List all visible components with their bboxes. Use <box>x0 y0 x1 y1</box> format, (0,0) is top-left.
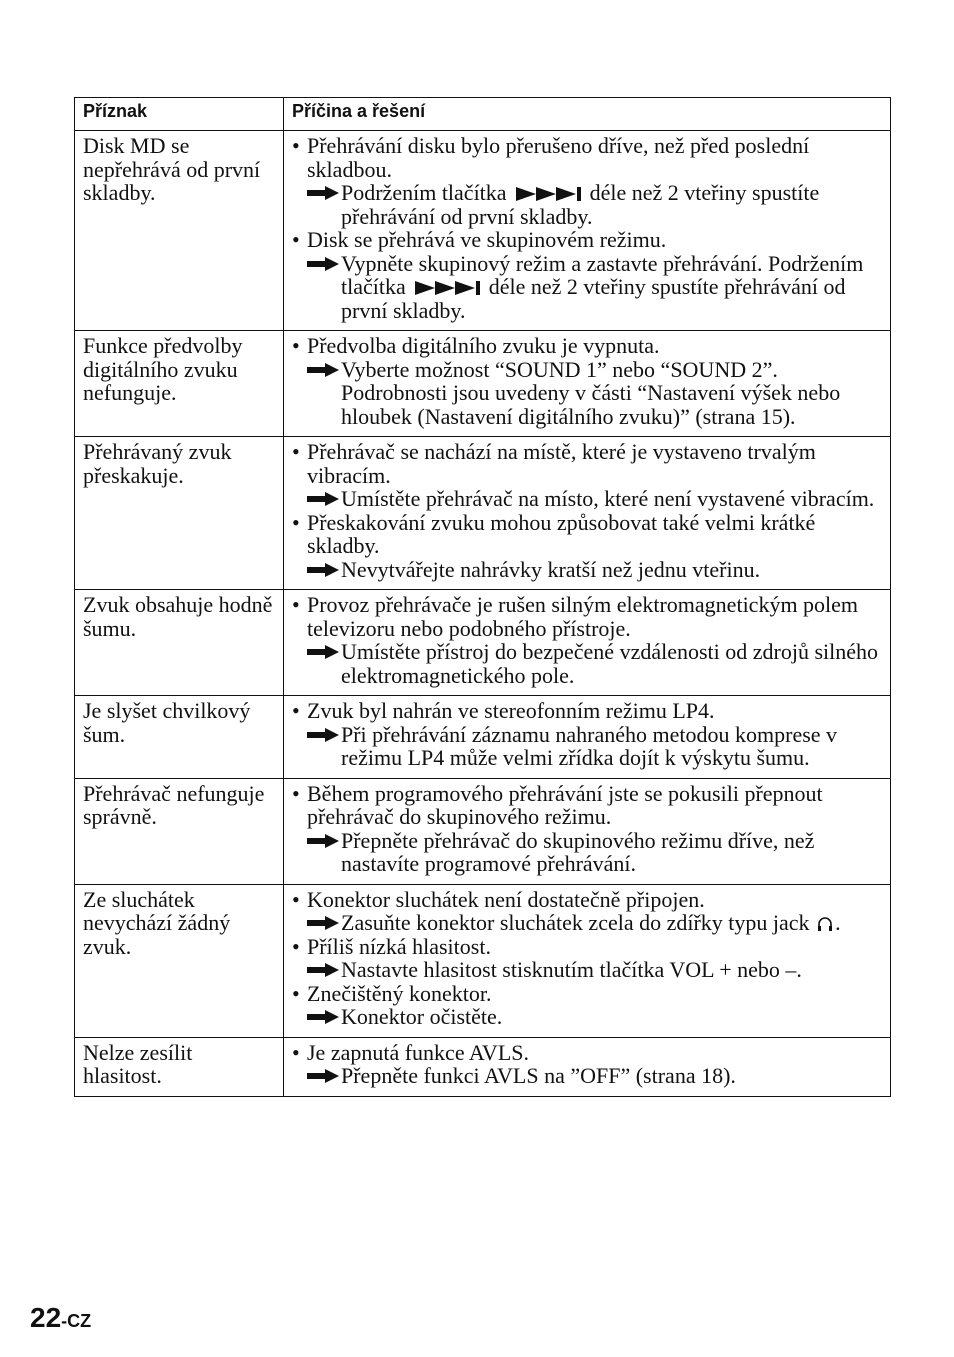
solution-item <box>292 640 882 687</box>
cause-item <box>292 1041 882 1065</box>
cause-item <box>292 228 882 252</box>
solution-item <box>292 1064 882 1088</box>
column-header-cause-solution: Příčina a řešení <box>284 98 891 131</box>
symptom-cell: Nelze zesílit hlasitost. <box>75 1037 284 1096</box>
cause-text: Přehrávač se nachází na místě, které je vystaveno trvalým vibracím. <box>307 439 816 488</box>
solution-item <box>292 358 882 429</box>
cause-item <box>292 782 882 829</box>
table-row <box>75 696 891 779</box>
column-header-symptom: Příznak <box>75 98 284 131</box>
arrow-right-icon <box>307 834 339 848</box>
cause-text: Zvuk byl nahrán ve stereofonním režimu LP4. <box>307 698 715 723</box>
arrow-right-icon <box>307 257 339 271</box>
cause-solution-cell <box>284 590 891 696</box>
cause-item <box>292 699 882 723</box>
solution-text: . <box>835 910 841 935</box>
cause-item <box>292 134 882 181</box>
cause-solution-cell <box>284 131 891 331</box>
arrow-right-icon <box>307 963 339 977</box>
arrow-right-icon <box>307 645 339 659</box>
symptom-cell: Je slyšet chvilkový šum. <box>75 696 284 779</box>
table-row <box>75 778 891 884</box>
cause-item <box>292 593 882 640</box>
bullet-icon: • <box>292 227 300 252</box>
cause-text: Přeskakování zvuku mohou způsobovat také velmi krátké skladby. <box>307 509 816 558</box>
symptom-cell: Zvuk obsahuje hodně šumu. <box>75 590 284 696</box>
table-row <box>75 331 891 437</box>
cause-item <box>292 440 882 487</box>
cause-item <box>292 334 882 358</box>
bullet-icon: • <box>292 333 300 358</box>
cause-item <box>292 982 882 1006</box>
cause-solution-cell <box>284 331 891 437</box>
solution-text: Umístěte přístroj do bezpečené vzdálenosti od zdrojů silného elektromagnetického pole. <box>341 639 879 688</box>
solution-item <box>292 723 882 770</box>
symptom-cell: Ze sluchátek nevychází žádný zvuk. <box>75 884 284 1037</box>
headphones-icon <box>816 915 834 933</box>
solution-text: Při přehrávání záznamu nahraného metodou komprese v režimu LP4 může velmi zřídka dojít k výskytu šumu. <box>341 721 838 770</box>
solution-item <box>292 487 882 511</box>
solution-item <box>292 829 882 876</box>
cause-text: Znečištěný konektor. <box>307 980 492 1006</box>
arrow-right-icon <box>307 916 339 930</box>
bullet-icon: • <box>292 933 300 959</box>
cause-text: Předvolba digitálního zvuku je vypnuta. <box>307 333 660 358</box>
arrow-right-icon <box>307 186 339 200</box>
cause-solution-cell <box>284 884 891 1037</box>
arrow-right-icon <box>307 492 339 506</box>
cause-text: Příliš nízká hlasitost. <box>307 933 491 959</box>
cause-solution-cell <box>284 778 891 884</box>
table-header-row <box>75 98 891 131</box>
troubleshooting-table <box>74 97 891 1097</box>
solution-text: Vypněte skupinový režim a zastavte přehrávání. Podržením tlačítka <box>341 250 864 299</box>
symptom-cell: Přehrávač nefunguje správně. <box>75 778 284 884</box>
arrow-right-icon <box>307 1069 339 1083</box>
cause-text: Konektor sluchátek není dostatečně připojen. <box>307 886 705 912</box>
cause-item <box>292 935 882 959</box>
bullet-icon: • <box>292 980 300 1006</box>
symptom-cell: Disk MD se nepřehrává od první skladby. <box>75 131 284 331</box>
cause-solution-cell <box>284 437 891 590</box>
page-number <box>30 1302 91 1334</box>
cause-text: Je zapnutá funkce AVLS. <box>307 1039 529 1065</box>
bullet-icon: • <box>292 780 300 806</box>
bullet-icon: • <box>292 509 300 535</box>
solution-item <box>292 252 882 323</box>
solution-item <box>292 958 882 982</box>
arrow-right-icon <box>307 728 339 742</box>
cause-text: Během programového přehrávání jste se pokusili přepnout přehrávač do skupinového režimu. <box>307 780 823 829</box>
solution-text: déle než 2 vteřiny spustíte přehrávání od první skladby. <box>341 274 846 323</box>
arrow-right-icon <box>307 1010 339 1024</box>
table-row <box>75 437 891 590</box>
table-row <box>75 131 891 331</box>
solution-text: Umístěte přehrávač na místo, které není vystavené vibracím. <box>341 486 875 511</box>
arrow-right-icon <box>307 563 339 577</box>
table-row <box>75 1037 891 1096</box>
cause-text: Přehrávání disku bylo přerušeno dříve, než před poslední skladbou. <box>307 133 810 182</box>
symptom-cell: Funkce předvolby digitálního zvuku nefunguje. <box>75 331 284 437</box>
solution-item <box>292 911 882 935</box>
cause-solution-cell <box>284 1037 891 1096</box>
cause-solution-cell <box>284 696 891 779</box>
solution-text: Zasuňte konektor sluchátek zcela do zdířky typu jack <box>341 910 816 935</box>
bullet-icon: • <box>292 1039 300 1065</box>
cause-text: Provoz přehrávače je rušen silným elektromagnetickým polem televizoru nebo podobného přístroje. <box>307 592 859 641</box>
bullet-icon: • <box>292 698 300 723</box>
play-skip-forward-icon <box>415 281 481 295</box>
table-row <box>75 884 891 1037</box>
page-number-value: 22 <box>30 1302 62 1333</box>
bullet-icon: • <box>292 886 300 912</box>
bullet-icon: • <box>292 133 300 158</box>
solution-item <box>292 1005 882 1029</box>
cause-item <box>292 511 882 558</box>
solution-text: Přepněte funkci AVLS na ”OFF” (strana 18). <box>341 1063 736 1088</box>
solution-text: Přepněte přehrávač do skupinového režimu dříve, než nastavíte programové přehrávání. <box>341 827 815 876</box>
solution-text: Vyberte možnost “SOUND 1” nebo “SOUND 2”. Podrobnosti jsou uvedeny v části “Nastavení výšek nebo hloubek (Nastavení digitálního zvuku)” (strana 15). <box>341 356 841 429</box>
bullet-icon: • <box>292 439 300 464</box>
cause-item <box>292 888 882 912</box>
solution-text: Nevytvářejte nahrávky kratší než jednu vteřinu. <box>341 556 761 582</box>
solution-text: Konektor očistěte. <box>341 1004 503 1029</box>
solution-text: déle než 2 vteřiny spustíte přehrávání od první skladby. <box>341 180 820 229</box>
solution-text: Nastavte hlasitost stisknutím tlačítka VOL + nebo –. <box>341 957 802 982</box>
solution-item <box>292 558 882 582</box>
solution-item <box>292 181 882 228</box>
cause-text: Disk se přehrává ve skupinovém režimu. <box>307 227 667 252</box>
solution-text: Podržením tlačítka <box>341 180 513 205</box>
table-row <box>75 590 891 696</box>
symptom-cell: Přehrávaný zvuk přeskakuje. <box>75 437 284 590</box>
page-number-suffix: -CZ <box>61 1311 92 1331</box>
bullet-icon: • <box>292 592 300 617</box>
arrow-right-icon <box>307 363 339 377</box>
play-skip-forward-icon <box>516 187 582 201</box>
